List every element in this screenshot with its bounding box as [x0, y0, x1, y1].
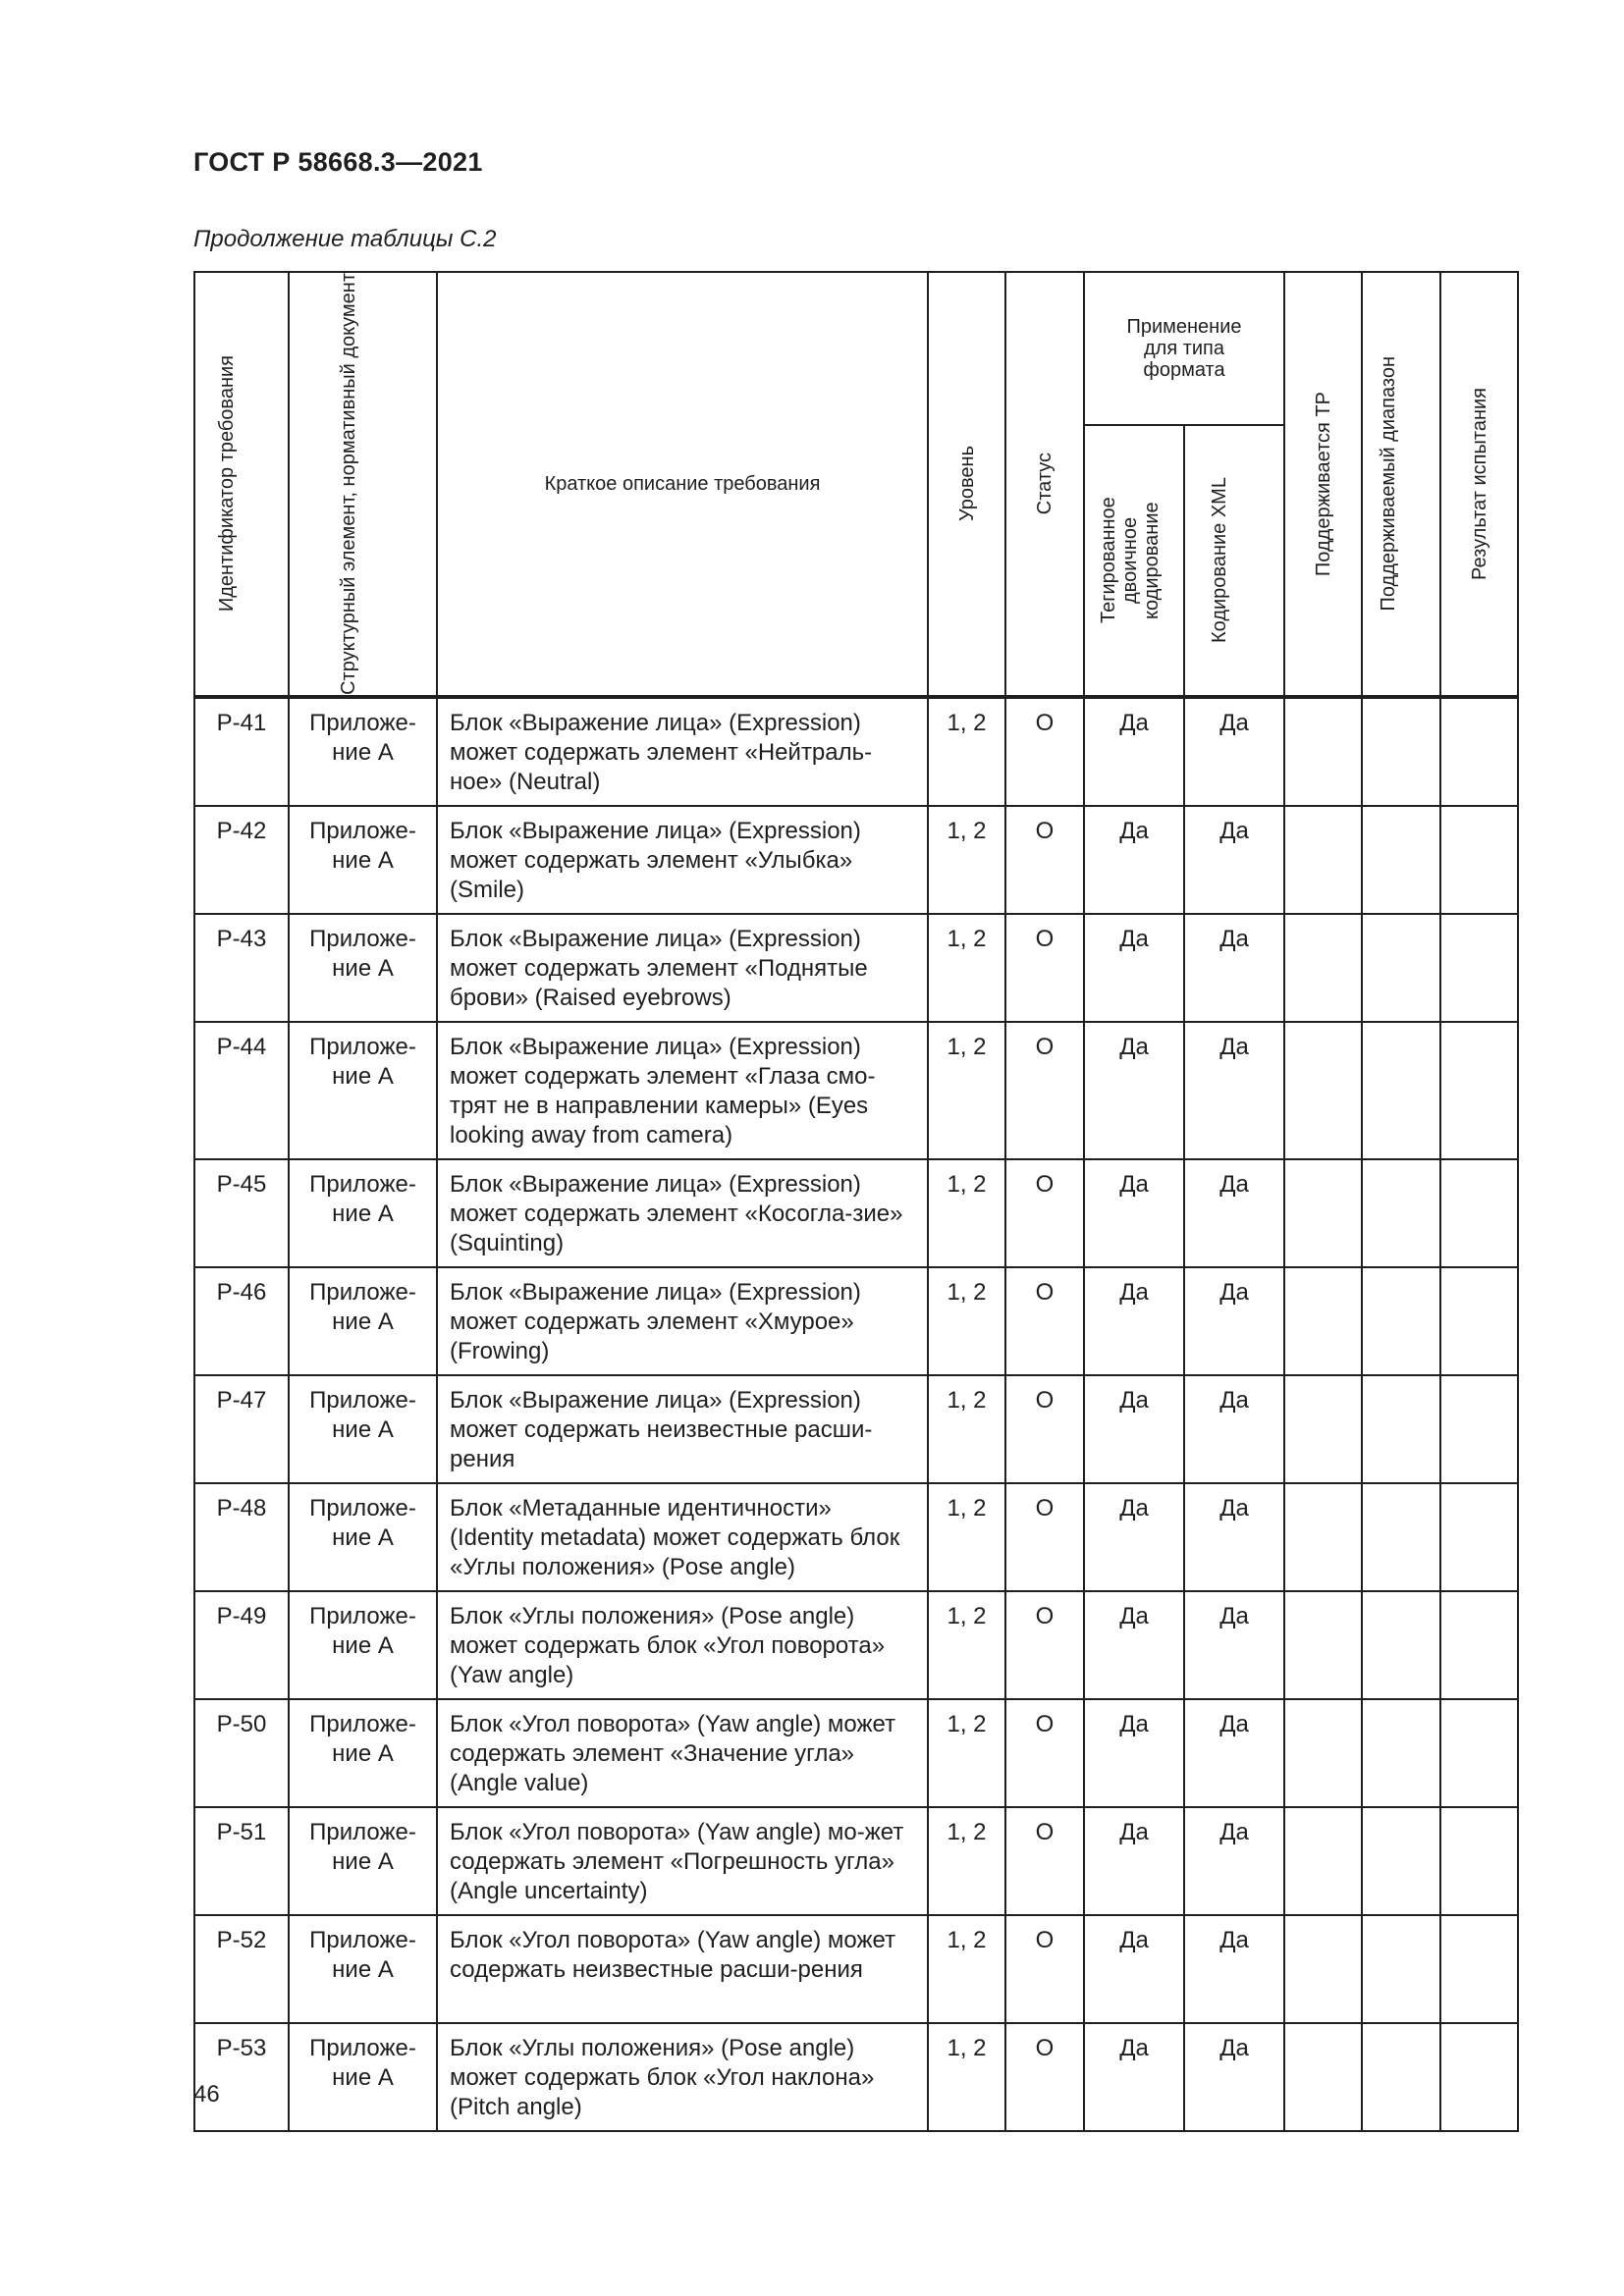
status-value: О [1005, 1483, 1084, 1591]
supported-cell [1284, 1267, 1362, 1375]
structural-element: Приложе-ние А [289, 1915, 437, 2023]
tagged-encoding-value: Да [1084, 1483, 1184, 1591]
table-header [194, 272, 1518, 697]
supported-cell [1284, 1375, 1362, 1483]
xml-encoding-value: Да [1184, 1159, 1284, 1267]
supported-cell [1284, 1915, 1362, 2023]
requirement-description: Блок «Выражение лица» (Expression) может содержать элемент «Нейтраль-ное» (Neutral) [437, 697, 928, 806]
requirement-description: Блок «Выражение лица» (Expression) может содержать элемент «Глаза смо-трят не в направлении камеры» (Eyes looking away from camera) [437, 1022, 928, 1159]
status-value: О [1005, 1915, 1084, 2023]
status-value: О [1005, 806, 1084, 914]
requirement-id: Р-53 [194, 2023, 289, 2131]
table-caption: Продолжение таблицы С.2 [193, 226, 497, 252]
level-value: 1, 2 [928, 914, 1005, 1022]
level-value: 1, 2 [928, 1483, 1005, 1591]
test-result-cell [1440, 1159, 1518, 1267]
status-value: О [1005, 1591, 1084, 1699]
xml-encoding-value: Да [1184, 1807, 1284, 1915]
header-supported: Поддерживается ТР [1284, 272, 1362, 697]
tagged-encoding-value: Да [1084, 1915, 1184, 2023]
requirement-id: Р-46 [194, 1267, 289, 1375]
test-result-cell [1440, 1699, 1518, 1807]
level-value: 1, 2 [928, 1699, 1005, 1807]
structural-element: Приложе-ние А [289, 2023, 437, 2131]
header-xml: Кодирование XML [1184, 425, 1284, 697]
status-value: О [1005, 914, 1084, 1022]
range-cell [1362, 1591, 1440, 1699]
table-body [194, 697, 1518, 2131]
tagged-encoding-value: Да [1084, 697, 1184, 806]
supported-cell [1284, 1483, 1362, 1591]
table-row [194, 1915, 1518, 2023]
structural-element: Приложе-ние А [289, 1483, 437, 1591]
tagged-encoding-value: Да [1084, 806, 1184, 914]
structural-element: Приложе-ние А [289, 1022, 437, 1159]
header-level: Уровень [928, 272, 1005, 697]
test-result-cell [1440, 1483, 1518, 1591]
header-result: Результат испытания [1440, 272, 1518, 697]
xml-encoding-value: Да [1184, 1483, 1284, 1591]
test-result-cell [1440, 1267, 1518, 1375]
level-value: 1, 2 [928, 2023, 1005, 2131]
range-cell [1362, 914, 1440, 1022]
range-cell [1362, 1022, 1440, 1159]
xml-encoding-value: Да [1184, 1699, 1284, 1807]
structural-element: Приложе-ние А [289, 914, 437, 1022]
range-cell [1362, 2023, 1440, 2131]
supported-cell [1284, 2023, 1362, 2131]
header-ref: Структурный элемент, нормативный документ [289, 272, 437, 697]
range-cell [1362, 697, 1440, 806]
requirement-id: Р-49 [194, 1591, 289, 1699]
requirement-description: Блок «Выражение лица» (Expression) может содержать элемент «Улыбка» (Smile) [437, 806, 928, 914]
test-result-cell [1440, 1915, 1518, 2023]
xml-encoding-value: Да [1184, 2023, 1284, 2131]
table-row [194, 1159, 1518, 1267]
requirement-id: Р-45 [194, 1159, 289, 1267]
requirement-id: Р-52 [194, 1915, 289, 2023]
range-cell [1362, 1483, 1440, 1591]
supported-cell [1284, 1591, 1362, 1699]
supported-cell [1284, 1699, 1362, 1807]
supported-cell [1284, 1159, 1362, 1267]
structural-element: Приложе-ние А [289, 1375, 437, 1483]
tagged-encoding-value: Да [1084, 1807, 1184, 1915]
requirements-table [193, 271, 1519, 2132]
page-number: 46 [193, 2081, 220, 2108]
status-value: О [1005, 1159, 1084, 1267]
table-row [194, 1375, 1518, 1483]
range-cell [1362, 1915, 1440, 2023]
table-row [194, 1022, 1518, 1159]
range-cell [1362, 806, 1440, 914]
requirement-id: Р-47 [194, 1375, 289, 1483]
range-cell [1362, 1267, 1440, 1375]
requirement-id: Р-50 [194, 1699, 289, 1807]
tagged-encoding-value: Да [1084, 2023, 1184, 2131]
supported-cell [1284, 1807, 1362, 1915]
requirement-description: Блок «Угол поворота» (Yaw angle) может содержать элемент «Значение угла» (Angle value) [437, 1699, 928, 1807]
table-row [194, 914, 1518, 1022]
supported-cell [1284, 806, 1362, 914]
tagged-encoding-value: Да [1084, 1022, 1184, 1159]
structural-element: Приложе-ние А [289, 1159, 437, 1267]
xml-encoding-value: Да [1184, 1267, 1284, 1375]
requirement-id: Р-51 [194, 1807, 289, 1915]
test-result-cell [1440, 697, 1518, 806]
requirement-description: Блок «Выражение лица» (Expression) может содержать элемент «Хмурое» (Frowing) [437, 1267, 928, 1375]
header-status: Статус [1005, 272, 1084, 697]
supported-cell [1284, 914, 1362, 1022]
requirement-description: Блок «Углы положения» (Pose angle) может содержать блок «Угол поворота» (Yaw angle) [437, 1591, 928, 1699]
header-range: Поддерживаемый диапазон [1362, 272, 1440, 697]
status-value: О [1005, 1699, 1084, 1807]
test-result-cell [1440, 1375, 1518, 1483]
tagged-encoding-value: Да [1084, 1375, 1184, 1483]
table-row [194, 1699, 1518, 1807]
requirement-id: Р-44 [194, 1022, 289, 1159]
level-value: 1, 2 [928, 1915, 1005, 2023]
table-row [194, 1807, 1518, 1915]
xml-encoding-value: Да [1184, 1915, 1284, 2023]
xml-encoding-value: Да [1184, 1022, 1284, 1159]
supported-cell [1284, 697, 1362, 806]
requirement-description: Блок «Метаданные идентичности» (Identity metadata) может содержать блок «Углы положения» (Pose angle) [437, 1483, 928, 1591]
tagged-encoding-value: Да [1084, 1591, 1184, 1699]
document-title: ГОСТ Р 58668.3—2021 [193, 147, 483, 177]
header-apply-group: Применение для типа формата [1084, 272, 1284, 425]
status-value: О [1005, 1022, 1084, 1159]
header-id: Идентификатор требования [194, 272, 289, 697]
table-row [194, 1483, 1518, 1591]
structural-element: Приложе-ние А [289, 1807, 437, 1915]
header-tagged: Тегированное двоичное кодирование [1084, 425, 1184, 697]
requirement-description: Блок «Углы положения» (Pose angle) может содержать блок «Угол наклона» (Pitch angle) [437, 2023, 928, 2131]
tagged-encoding-value: Да [1084, 1699, 1184, 1807]
status-value: О [1005, 697, 1084, 806]
status-value: О [1005, 1267, 1084, 1375]
structural-element: Приложе-ние А [289, 1699, 437, 1807]
test-result-cell [1440, 1022, 1518, 1159]
level-value: 1, 2 [928, 1022, 1005, 1159]
tagged-encoding-value: Да [1084, 1159, 1184, 1267]
requirement-description: Блок «Выражение лица» (Expression) может содержать неизвестные расши-рения [437, 1375, 928, 1483]
supported-cell [1284, 1022, 1362, 1159]
table-row [194, 1591, 1518, 1699]
status-value: О [1005, 1807, 1084, 1915]
table-row [194, 2023, 1518, 2131]
requirement-description: Блок «Угол поворота» (Yaw angle) мо-жет содержать элемент «Погрешность угла» (Angle uncertainty) [437, 1807, 928, 1915]
test-result-cell [1440, 806, 1518, 914]
structural-element: Приложе-ние А [289, 697, 437, 806]
xml-encoding-value: Да [1184, 697, 1284, 806]
level-value: 1, 2 [928, 1375, 1005, 1483]
test-result-cell [1440, 1807, 1518, 1915]
status-value: О [1005, 1375, 1084, 1483]
xml-encoding-value: Да [1184, 1591, 1284, 1699]
level-value: 1, 2 [928, 697, 1005, 806]
status-value: О [1005, 2023, 1084, 2131]
level-value: 1, 2 [928, 1267, 1005, 1375]
xml-encoding-value: Да [1184, 914, 1284, 1022]
xml-encoding-value: Да [1184, 806, 1284, 914]
structural-element: Приложе-ние А [289, 1591, 437, 1699]
structural-element: Приложе-ние А [289, 1267, 437, 1375]
structural-element: Приложе-ние А [289, 806, 437, 914]
requirement-id: Р-43 [194, 914, 289, 1022]
requirement-id: Р-48 [194, 1483, 289, 1591]
xml-encoding-value: Да [1184, 1375, 1284, 1483]
level-value: 1, 2 [928, 1807, 1005, 1915]
test-result-cell [1440, 1591, 1518, 1699]
requirement-description: Блок «Выражение лица» (Expression) может содержать элемент «Поднятые брови» (Raised eyebrows) [437, 914, 928, 1022]
table-row [194, 1267, 1518, 1375]
range-cell [1362, 1375, 1440, 1483]
range-cell [1362, 1807, 1440, 1915]
level-value: 1, 2 [928, 1591, 1005, 1699]
table-row [194, 806, 1518, 914]
range-cell [1362, 1159, 1440, 1267]
tagged-encoding-value: Да [1084, 1267, 1184, 1375]
tagged-encoding-value: Да [1084, 914, 1184, 1022]
requirement-id: Р-42 [194, 806, 289, 914]
header-desc: Краткое описание требования [437, 272, 928, 697]
table-row [194, 697, 1518, 806]
requirement-id: Р-41 [194, 697, 289, 806]
requirement-description: Блок «Угол поворота» (Yaw angle) может содержать неизвестные расши-рения [437, 1915, 928, 2023]
test-result-cell [1440, 914, 1518, 1022]
test-result-cell [1440, 2023, 1518, 2131]
level-value: 1, 2 [928, 806, 1005, 914]
requirement-description: Блок «Выражение лица» (Expression) может содержать элемент «Косогла-зие» (Squinting) [437, 1159, 928, 1267]
level-value: 1, 2 [928, 1159, 1005, 1267]
range-cell [1362, 1699, 1440, 1807]
